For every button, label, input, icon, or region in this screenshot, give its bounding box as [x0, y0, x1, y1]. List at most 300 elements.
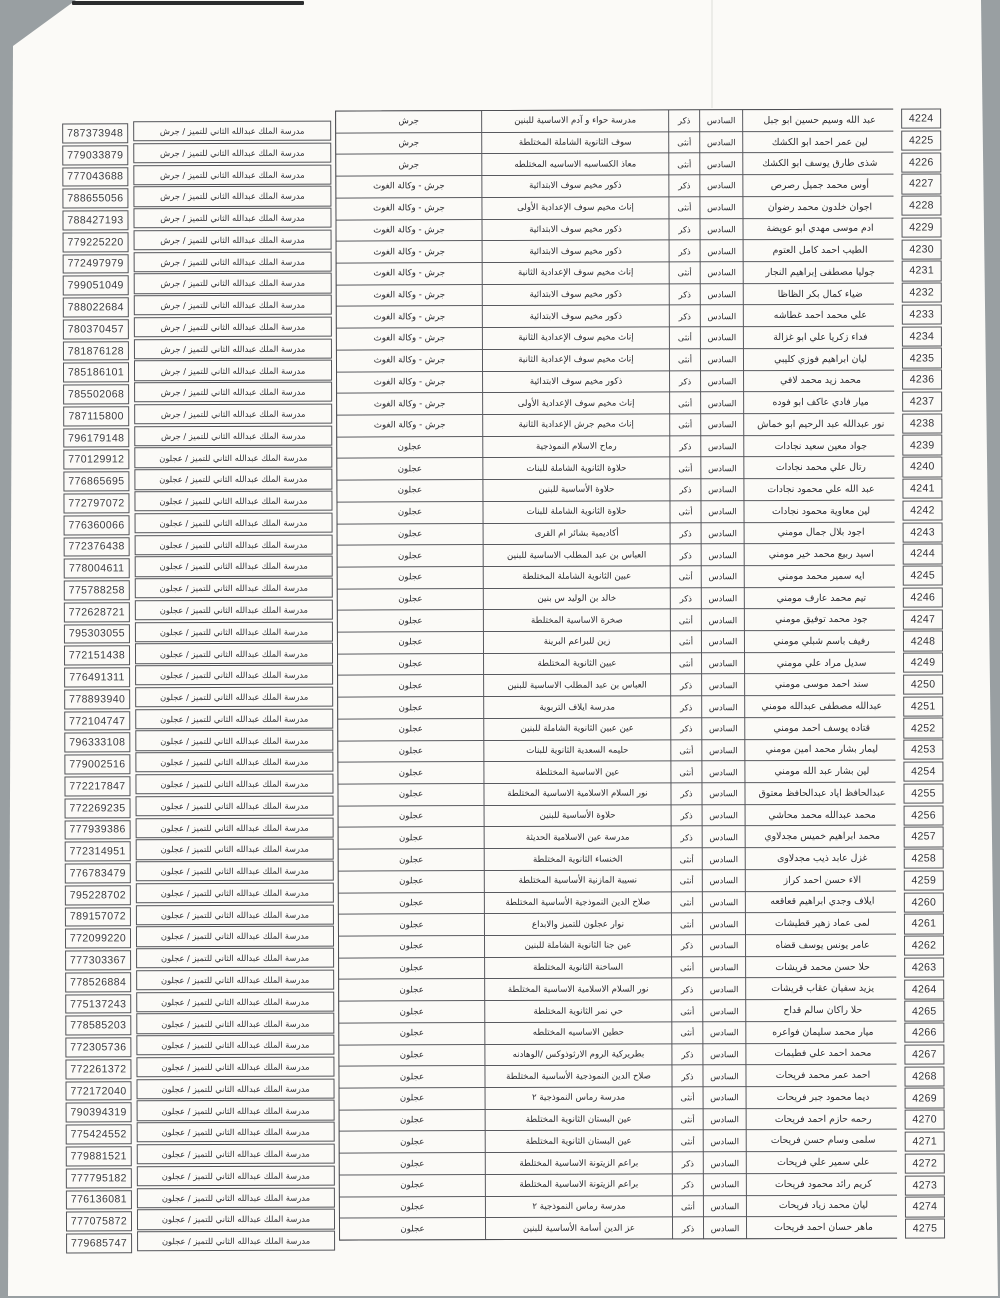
grade-cell: السادس	[703, 935, 745, 956]
directorate-cell: عجلون	[338, 524, 483, 545]
gender-cell: ذكر	[670, 306, 700, 327]
school-cell: عين جنا الثانوية الشاملة للبنين	[485, 935, 671, 956]
phone-cell: 772104747	[64, 711, 130, 731]
grade-cell: السادس	[704, 1196, 746, 1217]
transfer-school-cell: مدرسة الملك عبدالله الثاني للتميز / جرش	[134, 295, 332, 316]
gender-cell: ذكر	[671, 697, 701, 718]
transfer-school-cell: مدرسة الملك عبدالله الثاني للتميز / عجلون	[136, 1057, 334, 1078]
transfer-school-cell: مدرسة الملك عبدالله الثاني للتميز / عجلون	[136, 1013, 334, 1034]
student-name-cell: ديما محمود جبر فريحات	[747, 1087, 900, 1108]
school-cell: حي نمر الثانوية المختلطة	[485, 1001, 671, 1022]
grade-cell: السادس	[703, 848, 745, 869]
transfer-school-cell: مدرسة الملك عبدالله الثاني للتميز / جرش	[133, 186, 331, 207]
student-name-cell: احمد عمر محمد فريحات	[746, 1065, 899, 1086]
gender-cell: ذكر	[669, 219, 699, 240]
student-name-cell: اسيد ربيع محمد خير مومني	[745, 544, 898, 565]
transfer-school-cell: مدرسة الملك عبدالله الثاني للتميز / عجلون	[136, 882, 334, 903]
phone-cell: 772314951	[65, 842, 131, 862]
gender-cell: أنثى	[670, 458, 700, 479]
serial-cell: 4264	[904, 979, 944, 999]
school-cell: خالد بن الوليد س بنين	[484, 588, 670, 609]
transfer-school-cell: مدرسة الملك عبدالله الثاني للتميز / جرش	[134, 273, 332, 294]
phone-cell: 777303367	[65, 950, 131, 970]
gender-cell: أنثى	[672, 1000, 702, 1021]
transfer-school-cell: مدرسة الملك عبدالله الثاني للتميز / عجلون	[137, 1165, 335, 1186]
student-name-cell: جوليا مصطفى إبراهيم النجار	[744, 262, 897, 283]
directorate-cell: جرش - وكالة الغوث	[337, 372, 482, 393]
student-name-cell: شذى طارق يوسف ابو الكشك	[743, 153, 896, 174]
gender-cell: ذكر	[673, 1174, 703, 1195]
serial-cell: 4237	[902, 391, 942, 411]
directorate-cell: جرش	[336, 133, 481, 154]
student-name-cell: يزيد سفيان عقاب قريشات	[746, 978, 899, 999]
phone-cell: 796179148	[63, 428, 129, 448]
transfer-school-cell: مدرسة الملك عبدالله الثاني للتميز / عجلون	[137, 1209, 335, 1230]
gender-cell: أنثى	[673, 1131, 703, 1152]
transfer-school-cell: مدرسة الملك عبدالله الثاني للتميز / عجلون	[136, 795, 334, 816]
grade-cell: السادس	[700, 110, 742, 131]
phone-cell: 790394319	[66, 1103, 132, 1123]
transfer-school-cell: مدرسة الملك عبدالله الثاني للتميز / عجلون	[135, 730, 333, 751]
serial-cell: 4275	[905, 1218, 945, 1238]
transfer-school-cell: مدرسة الملك عبدالله الثاني للتميز / عجلون	[136, 1078, 334, 1099]
gender-cell: ذكر	[672, 979, 702, 1000]
serial-cell: 4229	[901, 217, 941, 237]
school-cell: عين البستان الثانوية المختلطة	[486, 1109, 672, 1130]
directorate-cell: عجلون	[340, 1088, 485, 1109]
school-cell: إناث مخيم سوف الإعدادية الأولى	[483, 393, 669, 414]
transfer-school-cell: مدرسة الملك عبدالله الثاني للتميز / عجلون	[137, 1144, 335, 1165]
school-cell: الخنساء الثانوية المختلطة	[485, 849, 671, 870]
serial-cell: 4225	[901, 130, 941, 150]
grade-cell: السادس	[700, 154, 742, 175]
transfer-school-cell: مدرسة الملك عبدالله الثاني للتميز / عجلون	[136, 904, 334, 925]
grade-cell: السادس	[703, 1044, 745, 1065]
student-name-cell: ايلاف وجدي ابراهيم قعاقعه	[746, 891, 899, 912]
grade-cell: السادس	[701, 479, 743, 500]
serial-cell: 4256	[904, 805, 944, 825]
serial-cell: 4258	[904, 848, 944, 868]
serial-cell: 4246	[903, 587, 943, 607]
phone-cell: 775424552	[66, 1125, 132, 1145]
gender-cell: أنثى	[671, 762, 701, 783]
gender-cell: ذكر	[672, 1066, 702, 1087]
gender-cell: ذكر	[669, 175, 699, 196]
serial-cell: 4242	[902, 500, 942, 520]
directorate-cell: عجلون	[339, 1066, 484, 1087]
grade-cell: السادس	[701, 262, 743, 283]
school-cell: حلاوة الأساسية للبنين	[485, 805, 671, 826]
directorate-cell: عجلون	[339, 806, 484, 827]
directorate-cell: عجلون	[339, 893, 484, 914]
serial-cell: 4231	[902, 261, 942, 281]
transfer-school-cell: مدرسة الملك عبدالله الثاني للتميز / جرش	[133, 121, 331, 142]
gender-cell: ذكر	[671, 588, 701, 609]
phone-cell: 777939386	[65, 820, 131, 840]
student-name-cell: نور عبدالله عبد الرحيم ابو خماش	[744, 414, 897, 435]
serial-cell: 4247	[903, 609, 943, 629]
grade-cell: السادس	[703, 913, 745, 934]
transfer-school-cell: مدرسة الملك عبدالله الثاني للتميز / عجلون	[135, 599, 333, 620]
directorate-cell: عجلون	[338, 741, 483, 762]
student-name-cell: عبد الله وسيم حسين ابو جبل	[743, 110, 896, 131]
directorate-cell: عجلون	[340, 1110, 485, 1131]
phone-cell: 785502068	[63, 384, 129, 404]
gender-cell: ذكر	[670, 436, 700, 457]
school-cell: ذكور مخيم سوف الابتدائية	[483, 371, 669, 392]
school-cell: حليمه السعدية الثانوية للبنات	[484, 740, 670, 761]
gender-cell: ذكر	[672, 827, 702, 848]
gender-cell: أنثى	[672, 1022, 702, 1043]
serial-cell: 4234	[902, 326, 942, 346]
serial-cell: 4257	[904, 827, 944, 847]
gender-cell: ذكر	[673, 1218, 703, 1239]
serial-column	[901, 108, 945, 1238]
phone-cell: 779881521	[66, 1146, 132, 1166]
transfer-school-cell: مدرسة الملك عبدالله الثاني للتميز / جرش	[133, 208, 331, 229]
phone-cell: 799051049	[63, 276, 129, 296]
school-cell: العباس بن عبد المطلب الاساسية للبنين	[484, 545, 670, 566]
phone-cell: 770129912	[63, 450, 129, 470]
student-name-cell: عامر يونس يوسف قضاه	[746, 935, 899, 956]
serial-cell: 4224	[901, 108, 941, 128]
directorate-cell: جرش - وكالة الغوث	[337, 415, 482, 436]
school-cell: ذكور مخيم سوف الابتدائية	[483, 241, 669, 262]
directorate-cell: جرش - وكالة الغوث	[337, 393, 482, 414]
phone-cell: 788655056	[62, 189, 128, 209]
grade-cell: السادس	[702, 544, 744, 565]
phone-cell: 777795182	[66, 1168, 132, 1188]
directorate-cell: جرش	[336, 111, 481, 132]
grade-cell: السادس	[701, 371, 743, 392]
directorate-cell: عجلون	[339, 871, 484, 892]
school-cell: سوف الثانوية الشاملة المختلطة	[482, 132, 668, 153]
transfer-school-cell: مدرسة الملك عبدالله الثاني للتميز / عجلون	[135, 621, 333, 642]
directorate-cell: عجلون	[338, 784, 483, 805]
gender-cell: أنثى	[673, 1109, 703, 1130]
school-cell: إناث مخيم سوف الإعدادية الثانية	[483, 328, 669, 349]
student-name-cell: ليان محمد زياد فريحات	[747, 1195, 900, 1216]
serial-cell: 4244	[903, 544, 943, 564]
directorate-cell: عجلون	[338, 545, 483, 566]
school-cell: نوار عجلون للتميز والابداع	[485, 914, 671, 935]
student-name-cell: محمد احمد علي فطيمات	[746, 1043, 899, 1064]
directorate-cell: عجلون	[337, 458, 482, 479]
phone-cell: 772151438	[64, 646, 130, 666]
serial-cell: 4232	[902, 283, 942, 303]
student-name-cell: سند احمد موسى مومني	[745, 674, 898, 695]
student-name-cell: لين بشار عبد الله مومني	[745, 761, 898, 782]
directorate-cell: جرش - وكالة الغوث	[336, 220, 481, 241]
phone-cell: 785186101	[63, 363, 129, 383]
grade-cell: السادس	[702, 653, 744, 674]
phone-cell: 772305736	[65, 1037, 131, 1057]
student-name-cell: رحمه حازم احمد فريحات	[747, 1108, 900, 1129]
phone-cell: 775788258	[64, 580, 130, 600]
grade-cell: السادس	[703, 1022, 745, 1043]
directorate-cell: عجلون	[338, 676, 483, 697]
school-cell: معاذ الكساسبه الاساسيه المختلطه	[482, 154, 668, 175]
school-cell: إناث مخيم سوف الإعدادية الثانية	[483, 349, 669, 370]
phone-cell: 796333108	[64, 733, 130, 753]
phone-cell: 777075872	[66, 1212, 132, 1232]
transfer-school-cell: مدرسة الملك عبدالله الثاني للتميز / عجلون	[136, 1035, 334, 1056]
phone-cell: 776360066	[64, 515, 130, 535]
phone-cell: 772269235	[65, 798, 131, 818]
transfer-school-cell: مدرسة الملك عبدالله الثاني للتميز / جرش	[134, 316, 332, 337]
student-name-cell: رتال علي محمد نجادات	[744, 457, 897, 478]
serial-cell: 4227	[901, 174, 941, 194]
grade-cell: السادس	[703, 1000, 745, 1021]
directorate-cell: جرش - وكالة الغوث	[337, 241, 482, 262]
serial-cell: 4269	[905, 1088, 945, 1108]
transfer-school-cell: مدرسة الملك عبدالله الثاني للتميز / عجلون	[136, 969, 334, 990]
school-cell: حطين الاساسيه المختلطه	[485, 1022, 671, 1043]
grade-cell: السادس	[700, 132, 742, 153]
transfer-school-cell: مدرسة الملك عبدالله الثاني للتميز / جرش	[134, 425, 332, 446]
gender-cell: أنثى	[669, 197, 699, 218]
student-name-cell: كريم رائد محمود فريحات	[747, 1173, 900, 1194]
school-cell: مدرسة حواء و آدم الاساسية للبنين	[482, 110, 668, 131]
grade-cell: السادس	[704, 1087, 746, 1108]
phone-cell: 776865695	[63, 472, 129, 492]
transfer-school-cell: مدرسة الملك عبدالله الثاني للتميز / عجلون	[135, 665, 333, 686]
serial-cell: 4262	[904, 936, 944, 956]
directorate-cell: جرش - وكالة الغوث	[336, 198, 481, 219]
gender-cell: ذكر	[671, 718, 701, 739]
phone-cell: 772099220	[65, 929, 131, 949]
transfer-school-cell: مدرسة الملك عبدالله الثاني للتميز / عجلون	[137, 1231, 335, 1252]
gender-cell: ذكر	[670, 241, 700, 262]
school-cell: عز الدين أسامة الأساسية للبنين	[486, 1218, 672, 1239]
phone-cell: 780370457	[63, 319, 129, 339]
gender-cell: أنثى	[673, 1087, 703, 1108]
main-grid	[335, 109, 897, 1241]
gender-cell: أنثى	[669, 132, 699, 153]
school-cell: صخرة الاساسية المختلطة	[484, 610, 670, 631]
phone-cell: 775137243	[65, 994, 131, 1014]
student-name-cell: قتاده يوسف احمد مومني	[745, 718, 898, 739]
serial-cell: 4230	[902, 239, 942, 259]
phone-cell: 789157072	[65, 907, 131, 927]
student-name-cell: سديل مراد علي مومني	[745, 652, 898, 673]
phone-cell: 779002516	[64, 754, 130, 774]
transfer-school-cell: مدرسة الملك عبدالله الثاني للتميز / عجلون	[134, 491, 332, 512]
serial-cell: 4263	[904, 957, 944, 977]
student-name-cell: ادم موسى مهدي ابو عويضة	[743, 218, 896, 239]
gender-cell: ذكر	[670, 479, 700, 500]
serial-cell: 4240	[902, 457, 942, 477]
school-cell: العباس بن عبد المطلب الاساسية للبنين	[484, 675, 670, 696]
phone-cell: 772376438	[64, 537, 130, 557]
grade-cell: السادس	[704, 1217, 746, 1238]
transfer-school-cell: مدرسة الملك عبدالله الثاني للتميز / جرش	[134, 251, 332, 272]
gender-cell: أنثى	[670, 393, 700, 414]
directorate-cell: عجلون	[337, 480, 482, 501]
school-cell: نسيبة المازنية الأساسية المختلطة	[485, 870, 671, 891]
student-name-cell: علي محمد احمد غطاشه	[744, 305, 897, 326]
serial-cell: 4268	[904, 1066, 944, 1086]
student-name-cell: أوس محمد جميل رصرص	[743, 175, 896, 196]
school-cell: براعم الزيتونة الاساسية المختلطة	[486, 1153, 672, 1174]
transfer-school-cell: مدرسة الملك عبدالله الثاني للتميز / عجلون	[134, 447, 332, 468]
serial-cell: 4249	[903, 653, 943, 673]
transfer-school-cell: مدرسة الملك عبدالله الثاني للتميز / عجلون	[136, 991, 334, 1012]
transfer-school-cell: مدرسة الملك عبدالله الثاني للتميز / عجلون	[135, 708, 333, 729]
student-name-cell: عبدالله مصطفى عبدالله مومني	[745, 696, 898, 717]
phone-cell: 787115800	[63, 406, 129, 426]
directorate-cell: عجلون	[338, 654, 483, 675]
phone-cell: 772497979	[63, 254, 129, 274]
student-name-cell: رفيف باسم شبلي مومني	[745, 631, 898, 652]
school-cell: ذكور مخيم سوف الابتدائية	[482, 176, 668, 197]
phone-cell: 772217847	[64, 776, 130, 796]
directorate-cell: عجلون	[339, 1045, 484, 1066]
school-cell: مدرسة رماس النموذجية ٢	[486, 1087, 672, 1108]
directorate-cell: جرش - وكالة الغوث	[337, 306, 482, 327]
serial-cell: 4236	[902, 370, 942, 390]
grade-cell: السادس	[701, 306, 743, 327]
phone-cell: 776491311	[64, 667, 130, 687]
grade-cell: السادس	[703, 870, 745, 891]
directorate-cell: عجلون	[339, 849, 484, 870]
phone-cell: 776136081	[66, 1190, 132, 1210]
student-name-cell: لين عمر احمد ابو الكشك	[743, 131, 896, 152]
student-name-cell: ليان ابراهيم فوزي كليبي	[744, 348, 897, 369]
serial-cell: 4273	[905, 1175, 945, 1195]
transfer-school-cell: مدرسة الملك عبدالله الثاني للتميز / جرش	[133, 164, 331, 185]
gender-cell: أنثى	[671, 566, 701, 587]
serial-cell: 4235	[902, 348, 942, 368]
directorate-cell: عجلون	[339, 980, 484, 1001]
phone-cell: 778893940	[64, 689, 130, 709]
gender-cell: أنثى	[671, 631, 701, 652]
directorate-cell: جرش - وكالة الغوث	[337, 285, 482, 306]
phone-column	[62, 123, 132, 1253]
serial-cell: 4233	[902, 304, 942, 324]
directorate-cell: عجلون	[339, 914, 484, 935]
student-name-cell: ضياء كمال بكر الظاظا	[744, 283, 897, 304]
school-cell: عين عبين الثانوية الشاملة للبنين	[484, 718, 670, 739]
school-cell: مدرسة عين الاسلامية الحديثة	[485, 827, 671, 848]
school-cell: ذكور مخيم سوف الابتدائية	[483, 306, 669, 327]
directorate-cell: عجلون	[339, 936, 484, 957]
school-cell: إناث مخيم سوف الإعدادية الأولى	[482, 197, 668, 218]
gender-cell: أنثى	[672, 914, 702, 935]
transfer-school-cell: مدرسة الملك عبدالله الثاني للتميز / عجلون	[135, 534, 333, 555]
serial-cell: 4261	[904, 914, 944, 934]
transfer-school-cell: مدرسة الملك عبدالله الثاني للتميز / عجلون	[136, 926, 334, 947]
serial-cell: 4265	[904, 1001, 944, 1021]
school-cell: ذكور مخيم سوف الابتدائية	[483, 284, 669, 305]
grade-cell: السادس	[703, 892, 745, 913]
directorate-cell: عجلون	[338, 762, 483, 783]
student-name-cell: ليمار بشار محمد امين مومني	[745, 739, 898, 760]
school-cell: عين الاساسية المختلطة	[484, 762, 670, 783]
serial-cell: 4245	[903, 566, 943, 586]
phone-cell: 788427193	[62, 210, 128, 230]
grade-cell: السادس	[702, 675, 744, 696]
phone-cell: 772628721	[64, 602, 130, 622]
gender-cell: أنثى	[670, 414, 700, 435]
school-cell: نور السلام الاسلامية الاساسية المختلطة	[485, 979, 671, 1000]
grade-cell: السادس	[701, 436, 743, 457]
grade-cell: السادس	[704, 1152, 746, 1173]
student-name-cell: حلا حسن محمد قريشات	[746, 956, 899, 977]
grade-cell: السادس	[700, 219, 742, 240]
grade-cell: السادس	[701, 349, 743, 370]
grade-cell: السادس	[702, 566, 744, 587]
grade-cell: السادس	[702, 761, 744, 782]
student-name-cell: اجود بلال جمال مومني	[745, 522, 898, 543]
school-cell: صلاح الدين النموذجية الأساسية المختلطة	[485, 892, 671, 913]
transfer-school-cell: مدرسة الملك عبدالله الثاني للتميز / جرش	[134, 360, 332, 381]
student-name-cell: تيم محمد عارف مومني	[745, 587, 898, 608]
directorate-cell: عجلون	[338, 719, 483, 740]
grade-cell: السادس	[702, 631, 744, 652]
serial-cell: 4243	[903, 522, 943, 542]
directorate-cell: عجلون	[338, 589, 483, 610]
gender-cell: أنثى	[671, 610, 701, 631]
student-name-cell: لمى عماد زهير قطيشات	[746, 913, 899, 934]
gender-cell: أنثى	[671, 653, 701, 674]
school-cell: صلاح الدين النموذجية الأساسية المختلطة	[485, 1066, 671, 1087]
transfer-school-cell: مدرسة الملك عبدالله الثاني للتميز / عجلون	[137, 1122, 335, 1143]
grade-cell: السادس	[704, 1131, 746, 1152]
phone-cell: 778526884	[65, 972, 131, 992]
student-name-cell: علي سمير علي فريحات	[747, 1152, 900, 1173]
directorate-cell: جرش - وكالة الغوث	[337, 263, 482, 284]
school-cell: زين للبراعم البرينة	[484, 631, 670, 652]
phone-cell: 787373948	[62, 123, 128, 143]
gender-cell: ذكر	[670, 371, 700, 392]
gender-cell: ذكر	[669, 110, 699, 131]
directorate-cell: عجلون	[340, 1153, 485, 1174]
school-cell: إناث مخيم جرش الإعدادية الثانية	[483, 414, 669, 435]
student-name-cell: اجوان خلدون محمد رضوان	[743, 196, 896, 217]
serial-cell: 4250	[903, 674, 943, 694]
transfer-school-cell: مدرسة الملك عبدالله الثاني للتميز / عجلون	[137, 1100, 335, 1121]
serial-cell: 4270	[905, 1110, 945, 1130]
school-cell: بطريركية الروم الارثوذوكس /الوهادنه	[485, 1044, 671, 1065]
serial-cell: 4271	[905, 1131, 945, 1151]
student-name-cell: محمد عبدالله محمد محاشي	[746, 804, 899, 825]
serial-cell: 4272	[905, 1153, 945, 1173]
gender-cell: ذكر	[670, 284, 700, 305]
directorate-cell: عجلون	[337, 502, 482, 523]
gender-cell: أنثى	[672, 848, 702, 869]
school-cell: مدرسة رماس النموذجية ٢	[486, 1196, 672, 1217]
transfer-school-cell: مدرسة الملك عبدالله الثاني للتميز / عجلون	[136, 861, 334, 882]
school-cell: نور السلام الاسلامية الاساسية المختلطة	[484, 783, 670, 804]
grade-cell: السادس	[704, 1109, 746, 1130]
transfer-school-cell: مدرسة الملك عبدالله الثاني للتميز / عجلون	[135, 752, 333, 773]
phone-cell: 776783479	[65, 863, 131, 883]
student-name-cell: ماهر حسان احمد فريحات	[747, 1217, 900, 1238]
serial-cell: 4267	[904, 1044, 944, 1064]
serial-cell: 4239	[902, 435, 942, 455]
school-cell: ذكور مخيم سوف الابتدائية	[482, 219, 668, 240]
phone-cell: 779685747	[66, 1233, 132, 1253]
phone-cell: 788022684	[63, 297, 129, 317]
school-cell: عين البستان الثانوية المختلطة	[486, 1131, 672, 1152]
directorate-cell: جرش - وكالة الغوث	[337, 328, 482, 349]
phone-cell: 778004611	[64, 559, 130, 579]
gender-cell: أنثى	[670, 501, 700, 522]
directorate-cell: عجلون	[340, 1197, 485, 1218]
transfer-school-cell: مدرسة الملك عبدالله الثاني للتميز / عجلون	[135, 578, 333, 599]
student-name-cell: ايه سمير محمد مومني	[745, 566, 898, 587]
